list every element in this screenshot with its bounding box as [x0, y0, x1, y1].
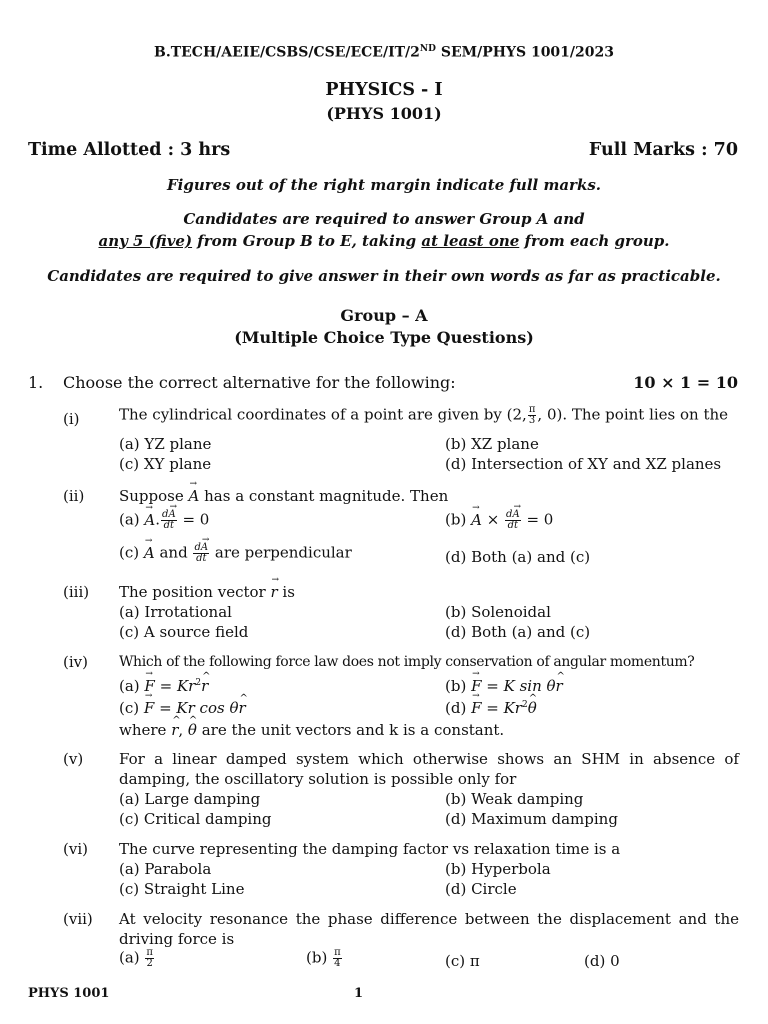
denominator: dt — [196, 553, 207, 564]
item-number: (i) — [63, 410, 80, 428]
option-d: (d) Maximum damping — [445, 810, 618, 828]
item-number: (v) — [63, 750, 84, 768]
option-a — [119, 510, 209, 531]
option-c: (c) XY plane — [119, 455, 212, 473]
unit-vector: ^ θ — [188, 721, 197, 739]
option-d: (d) Both (a) and (c) — [445, 548, 591, 566]
option-b — [445, 510, 553, 531]
stem-text: Suppose — [119, 487, 189, 505]
item-number: (ii) — [63, 487, 85, 505]
equation-rhs: = 0 — [177, 510, 210, 529]
denominator: dt — [163, 520, 175, 531]
item-number: (vi) — [63, 840, 88, 858]
d-symbol: d — [162, 509, 169, 520]
option-a — [119, 677, 208, 695]
stem-text: The cylindrical coordinates of a point are given by (2, — [119, 405, 527, 424]
instruction-text: from each group. — [519, 232, 670, 250]
item-stem-line1: At velocity resonance the phase difference between the displacement and the — [119, 910, 739, 928]
option-d: (d) Intersection of XY and XZ planes — [445, 455, 722, 473]
equation-rhs: = Kr — [154, 677, 196, 695]
fraction — [333, 948, 342, 969]
option-d: (d) 0 — [584, 952, 620, 970]
option-a: (a) Large damping — [119, 790, 261, 808]
equation-rhs: = K sin θ — [481, 677, 556, 695]
option-b — [445, 677, 563, 695]
instruction-text: from Group B to E, taking — [192, 232, 422, 250]
denominator: 2 — [146, 958, 153, 969]
vector-symbol: → A — [201, 543, 208, 553]
item-stem-line2: damping, the oscillatory solution is possible only for — [119, 770, 517, 788]
option-label: (a) — [119, 510, 145, 529]
stem-text: is — [277, 583, 295, 601]
option-d: (d) Both (a) and (c) — [445, 623, 591, 641]
denominator: 3 — [528, 415, 536, 426]
d-symbol: d — [506, 509, 513, 520]
course-code-suffix: SEM/PHYS 1001/2023 — [435, 44, 614, 61]
unit-vector: ^ r — [238, 699, 245, 717]
option-label: (b) — [445, 677, 472, 695]
instruction-own-words: Candidates are required to give answer in their own words as far as practicable. — [47, 267, 721, 285]
page-number: 1 — [354, 986, 364, 1001]
instruction-any-five: any 5 (five) — [98, 232, 193, 250]
option-text: and — [154, 543, 193, 562]
vector-symbol: → A — [512, 510, 519, 520]
option-a: (a) Parabola — [119, 860, 212, 878]
unit-vector: ^ θ — [528, 699, 537, 717]
operator: × — [481, 510, 505, 529]
vector-symbol: → A — [168, 510, 175, 520]
option-c — [119, 543, 352, 564]
equation-rhs: = Kr — [481, 699, 522, 717]
stem-text: The position vector — [119, 583, 271, 601]
time-allotted: Time Allotted : 3 hrs — [28, 140, 231, 160]
denominator: dt — [507, 520, 519, 531]
vector-symbol: → A — [471, 511, 482, 529]
question-number: 1. — [28, 373, 44, 392]
paper-title: PHYSICS - I — [325, 80, 443, 100]
option-b: (b) Hyperbola — [445, 860, 551, 878]
option-b: (b) XZ plane — [445, 435, 539, 453]
option-d — [445, 699, 537, 717]
item-note — [119, 721, 504, 739]
group-subtitle: (Multiple Choice Type Questions) — [234, 328, 534, 347]
option-b: (b) Weak damping — [445, 790, 584, 808]
vector-symbol: → r — [270, 583, 277, 601]
exponent: 2 — [521, 700, 528, 710]
vector-symbol: → A — [144, 511, 155, 529]
fraction — [528, 405, 537, 426]
numerator: π — [334, 947, 341, 958]
item-stem-line2: driving force is — [119, 930, 235, 948]
course-code-line — [0, 44, 768, 61]
option-label: (b) — [306, 948, 333, 967]
vector-symbol: → F — [471, 699, 481, 717]
note-text: , — [178, 721, 188, 739]
item-number: (iii) — [63, 583, 90, 601]
question-marks: 10 × 1 = 10 — [633, 373, 738, 392]
numerator: π — [528, 404, 536, 415]
exponent: 2 — [195, 678, 202, 688]
instruction-groups-b-e — [0, 232, 768, 250]
fraction — [145, 948, 154, 969]
vector-symbol: → A — [189, 487, 200, 505]
vector-symbol: → F — [144, 699, 154, 717]
stem-text: , 0). The point lies on the — [537, 405, 729, 424]
option-b: (b) Solenoidal — [445, 603, 551, 621]
note-text: are the unit vectors and k is a constant. — [196, 721, 505, 739]
option-label: (b) — [445, 510, 472, 529]
option-label: (d) — [445, 699, 472, 717]
unit-vector: ^ r — [171, 721, 178, 739]
vector-symbol: → A — [144, 544, 155, 562]
question-text: Choose the correct alternative for the following: — [63, 373, 456, 392]
instruction-margin-marks: Figures out of the right margin indicate full marks. — [166, 176, 602, 194]
fraction — [193, 543, 209, 564]
full-marks: Full Marks : 70 — [588, 140, 738, 160]
d-symbol: d — [194, 542, 201, 553]
paper-subtitle: (PHYS 1001) — [326, 104, 442, 123]
numerator: π — [146, 947, 153, 958]
option-text: are perpendicular — [210, 543, 352, 562]
item-stem: Which of the following force law does not imply conservation of angular momentum? — [119, 654, 695, 670]
item-stem — [119, 405, 728, 426]
fraction — [505, 510, 521, 531]
option-a — [119, 948, 155, 969]
item-stem — [119, 487, 448, 505]
option-c — [119, 699, 246, 717]
item-stem-line1: For a linear damped system which otherwise shows an SHM in absence of — [119, 750, 739, 768]
item-number: (iv) — [63, 653, 88, 671]
option-d: (d) Circle — [445, 880, 517, 898]
footer-course-code: PHYS 1001 — [28, 986, 110, 1001]
option-label: (a) — [119, 677, 145, 695]
option-c: (c) Straight Line — [119, 880, 245, 898]
course-code-sup: ND — [419, 44, 436, 54]
vector-symbol: → F — [471, 677, 481, 695]
option-a: (a) YZ plane — [119, 435, 212, 453]
stem-text: has a constant magnitude. Then — [199, 487, 449, 505]
denominator: 4 — [334, 958, 341, 969]
unit-vector: ^ r — [556, 677, 563, 695]
item-stem: The curve representing the damping factor vs relaxation time is a — [119, 840, 621, 858]
option-b — [306, 948, 343, 969]
instruction-group-a: Candidates are required to answer Group A and — [183, 210, 585, 228]
option-label: (c) — [119, 543, 144, 562]
note-text: where — [119, 721, 172, 739]
item-number: (vii) — [63, 910, 93, 928]
equation-rhs: = Kr cos θ — [154, 699, 239, 717]
equation-rhs: = 0 — [521, 510, 554, 529]
fraction — [161, 510, 177, 531]
course-code-prefix: B.TECH/AEIE/CSBS/CSE/ECE/IT/2 — [154, 44, 420, 61]
option-c: (c) Critical damping — [119, 810, 272, 828]
option-c: (c) π — [445, 952, 480, 970]
option-label: (c) — [119, 699, 144, 717]
vector-symbol: → F — [144, 677, 154, 695]
option-c: (c) A source field — [119, 623, 249, 641]
option-label: (a) — [119, 948, 145, 967]
option-a: (a) Irrotational — [119, 603, 232, 621]
item-stem — [119, 583, 295, 601]
instruction-at-least-one: at least one — [421, 232, 520, 250]
unit-vector: ^ r — [201, 677, 208, 695]
group-title: Group – A — [340, 306, 428, 325]
operator: . — [155, 510, 161, 529]
